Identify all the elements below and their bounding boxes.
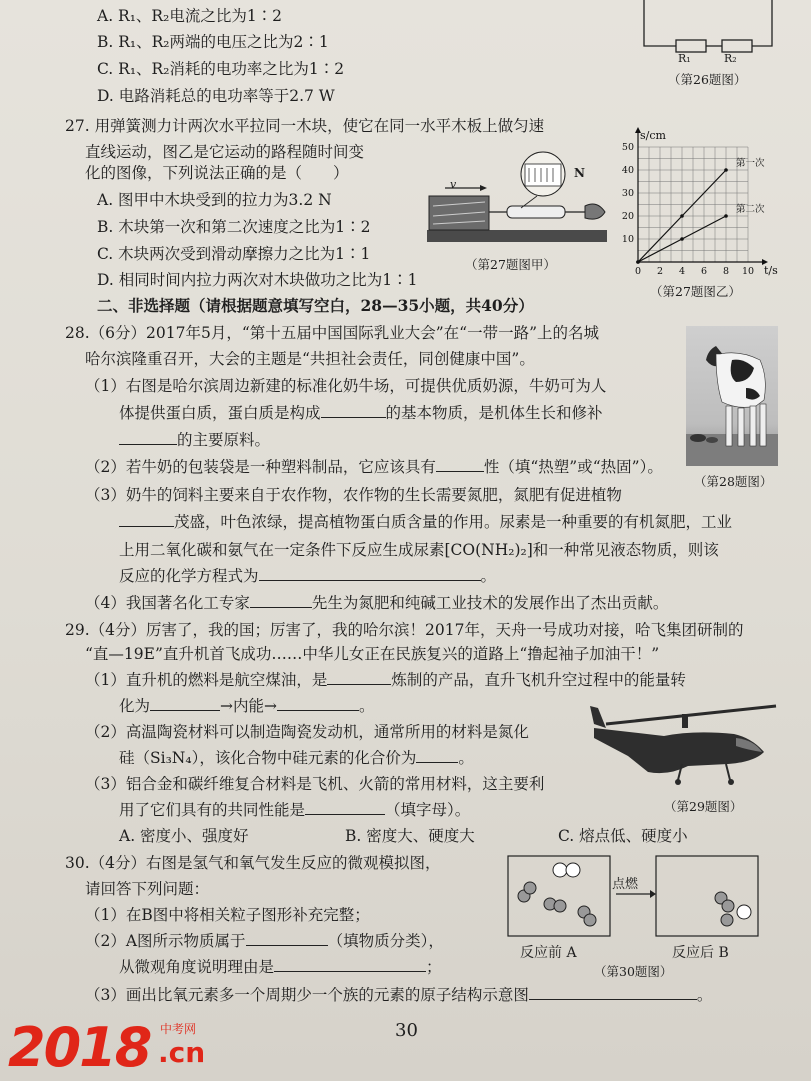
q27-stem-2: 直线运动，图乙是它运动的路程随时间变 xyxy=(85,143,365,161)
q28-part3-b xyxy=(119,512,732,532)
series-label-1: 第一次 xyxy=(736,158,765,169)
x-tick-label: 4 xyxy=(678,266,686,277)
q28-stem-1: 28.（6分）2017年5月，“第十五届中国国际乳业大会”在“一带一路”上的名城 xyxy=(65,324,600,342)
y-tick-label: 30 xyxy=(621,188,634,199)
y-tick-label: 40 xyxy=(621,165,634,176)
fig27b-caption: （第27题图乙） xyxy=(650,284,741,299)
q28-blank-5[interactable] xyxy=(259,566,481,581)
q26-option-a: A. R₁、R₂电流之比为1∶2 xyxy=(97,7,283,25)
fig30-caption: （第30题图） xyxy=(594,964,673,979)
series-point-2 xyxy=(636,260,640,264)
q30-part2-a-text2: （填物质分类）， xyxy=(327,932,444,950)
q28-stem-2: 哈尔滨隆重召开，大会的主题是“共担社会责任，同创健康中国”。 xyxy=(85,350,535,368)
q28-part1-b-text1: 体提供蛋白质，蛋白质是构成 xyxy=(119,404,321,422)
q29-part1-b-text3: 。 xyxy=(359,697,375,715)
series-point-1 xyxy=(680,214,684,218)
fig30-box-a-label: 反应前 A xyxy=(520,945,577,961)
q29-option-c: C. 熔点低、硬度小 xyxy=(558,827,688,845)
q30-part2-b-text1: 从微观角度说明理由是 xyxy=(119,958,275,976)
q28-part3-b-text: 茂盛，叶色浓绿，提高植物蛋白质含量的作用。尿素是一种重要的有机氮肥，工业 xyxy=(174,513,733,531)
q29-part3-b xyxy=(119,800,470,820)
q29-part1-b xyxy=(119,696,375,716)
q29-part1-a xyxy=(85,670,686,690)
q26-option-c: C. R₁、R₂消耗的电功率之比为1∶2 xyxy=(97,60,345,78)
x-tick-label: 10 xyxy=(741,266,755,277)
q28-blank-1[interactable] xyxy=(321,403,386,418)
q29-part1-a-text1: （1）直升机的燃料是航空煤油，是 xyxy=(85,671,328,689)
x-tick-label: 0 xyxy=(634,266,642,277)
fig30-box-b-label: 反应后 B xyxy=(672,945,729,961)
q28-blank-2[interactable] xyxy=(119,430,177,445)
q26-option-d: D. 电路消耗总的电功率等于2.7 W xyxy=(97,87,335,105)
q28-part2-text2: 性（填“热塑”或“热固”）。 xyxy=(483,458,663,476)
q29-option-a: A. 密度小、强度好 xyxy=(119,827,249,845)
fig28-cow-photo xyxy=(686,326,778,466)
section2-heading: 二、非选择题（请根据题意填写空白，28—35小题，共40分） xyxy=(97,296,534,315)
fig26-r1-label: R₁ xyxy=(678,52,691,65)
q28-blank-3[interactable] xyxy=(436,457,484,472)
q30-part2-b xyxy=(119,957,442,977)
q27-stem-1: 27. 用弹簧测力计两次水平拉同一木块，使它在同一水平木板上做匀速 xyxy=(65,117,545,135)
q30-part2-a xyxy=(85,931,444,951)
q28-part4-text1: （4）我国著名化工专家 xyxy=(85,594,250,612)
q29-blank-1[interactable] xyxy=(327,670,391,685)
fig29-caption: （第29题图） xyxy=(664,799,743,814)
fig27a-n-label: N xyxy=(574,166,585,180)
watermark-domain: .cn xyxy=(158,1036,206,1069)
q28-part4-text2: 先生为氮肥和纯碱工业技术的发展作出了杰出贡献。 xyxy=(311,594,669,612)
q28-part3-d-text1: 反应的化学方程式为 xyxy=(119,567,259,585)
x-tick-label: 2 xyxy=(656,266,664,277)
series-point-2 xyxy=(680,237,684,241)
q28-blank-6[interactable] xyxy=(250,593,312,608)
q30-stem-1: 30.（4分）右图是氢气和氧气发生反应的微观模拟图， xyxy=(65,854,441,872)
q28-part1-a: （1）右图是哈尔滨周边新建的标准化奶牛场，可提供优质奶源，牛奶可为人 xyxy=(85,377,607,395)
q29-blank-4[interactable] xyxy=(416,748,458,763)
q28-part3-a: （3）奶牛的饲料主要来自于农作物，农作物的生长需要氮肥，氮肥有促进植物 xyxy=(85,486,622,504)
q30-part2-a-text1: （2）A图所示物质属于 xyxy=(85,932,246,950)
q28-part2-text1: （2）若牛奶的包装袋是一种塑料制品，它应该具有 xyxy=(85,458,436,476)
q27-stem-3: 化的图像，下列说法正确的是（ ） xyxy=(85,164,349,182)
q30-part3-text1: （3）画出比氧元素多一个周期少一个族的元素的原子结构示意图 xyxy=(85,986,529,1004)
watermark-site-name: 中考网 xyxy=(160,1022,197,1036)
q27-option-c: C. 木块两次受到滑动摩擦力之比为1∶1 xyxy=(97,245,371,263)
page-number: 30 xyxy=(395,1020,418,1041)
watermark-logo xyxy=(8,1016,218,1079)
q30-blank-1[interactable] xyxy=(246,931,328,946)
q30-blank-2[interactable] xyxy=(274,957,426,972)
q30-part3-text2: 。 xyxy=(696,986,713,1004)
q27-option-d: D. 相同时间内拉力两次对木块做功之比为1∶1 xyxy=(97,271,418,289)
q29-part2-b-text2: 。 xyxy=(458,749,474,767)
q28-part4 xyxy=(85,593,668,613)
fig27b-st-chart xyxy=(612,120,787,288)
fig28-caption: （第28题图） xyxy=(694,474,773,489)
q29-part1-b-text1: 化为 xyxy=(119,697,151,715)
q29-part3-b-text1: 用了它们具有的共同性能是 xyxy=(119,801,306,819)
x-tick-label: 8 xyxy=(722,266,730,277)
fig30-reaction-diagram xyxy=(506,854,762,940)
q29-stem-1: 29.（4分）厉害了，我的国；厉害了，我的哈尔滨！2017年，天舟一号成功对接，哈飞集团研制的 xyxy=(65,621,744,639)
q28-part1-c-text: 的主要原料。 xyxy=(177,431,271,449)
q28-part3-d xyxy=(119,566,496,586)
q29-blank-3[interactable] xyxy=(277,696,359,711)
q26-option-b: B. R₁、R₂两端的电压之比为2∶1 xyxy=(97,33,329,51)
q28-part1-c xyxy=(119,430,270,450)
q29-part3-a: （3）铝合金和碳纤维复合材料是飞机、火箭的常用材料，这主要利 xyxy=(85,775,545,793)
q30-part1: （1）在B图中将相关粒子图形补充完整； xyxy=(85,906,370,924)
fig30-arrow-label: 点燃 xyxy=(612,877,639,892)
watermark-year: 2018 xyxy=(8,1016,151,1079)
q29-part2-b xyxy=(119,748,474,768)
series-label-2: 第二次 xyxy=(736,204,765,215)
q29-blank-5[interactable] xyxy=(305,800,385,815)
q28-part2 xyxy=(85,457,663,477)
fig26-circuit xyxy=(636,0,786,70)
q29-stem-2: “直—19E”直升机首飞成功……中华儿女正在民族复兴的道路上“撸起袖子加油干！” xyxy=(85,645,660,663)
q27-option-b: B. 木块第一次和第二次速度之比为1∶2 xyxy=(97,218,371,236)
q29-part3-b-text2: （填字母）。 xyxy=(385,801,471,819)
q27-option-a: A. 图甲中木块受到的拉力为3.2 N xyxy=(97,191,332,209)
q30-stem-2: 请回答下列问题： xyxy=(85,880,210,898)
series-point-1 xyxy=(724,168,728,172)
series-point-2 xyxy=(724,214,728,218)
q28-part3-d-text2: 。 xyxy=(480,567,497,585)
q29-blank-2[interactable] xyxy=(150,696,220,711)
q29-part1-b-text2: →内能→ xyxy=(220,697,277,715)
y-axis-label: s/cm xyxy=(640,129,666,142)
fig29-helicopter-image xyxy=(586,694,782,796)
x-axis-label: t/s xyxy=(764,264,778,277)
fig27a-apparatus xyxy=(425,150,610,246)
y-tick-label: 10 xyxy=(621,234,634,245)
q30-part3 xyxy=(85,985,712,1005)
q28-part1-b-text2: 的基本物质，是机体生长和修补 xyxy=(385,404,603,422)
q29-part2-b-text1: 硅（Si₃N₄），该化合物中硅元素的化合价为 xyxy=(119,749,417,767)
q28-part1-b xyxy=(119,403,603,423)
fig27a-v-label: v xyxy=(450,178,457,191)
q30-part2-b-text2: ； xyxy=(426,958,442,976)
fig26-r2-label: R₂ xyxy=(724,52,737,65)
fig27a-caption: （第27题图甲） xyxy=(465,257,556,272)
y-tick-label: 50 xyxy=(621,142,634,153)
y-tick-label: 20 xyxy=(621,211,634,222)
fig30-box-b xyxy=(656,856,758,936)
x-tick-label: 6 xyxy=(700,266,708,277)
q29-option-b: B. 密度大、硬度大 xyxy=(345,827,475,845)
q29-part1-a-text2: 炼制的产品，直升飞机升空过程中的能量转 xyxy=(391,671,686,689)
fig26-caption: （第26题图） xyxy=(668,72,747,87)
q28-blank-4[interactable] xyxy=(119,512,174,527)
q28-part3-c: 上用二氧化碳和氨气在一定条件下反应生成尿素[CO(NH₂)₂]和一种常见液态物质，则该 xyxy=(119,541,719,559)
q30-blank-3[interactable] xyxy=(529,985,697,1000)
q29-part2-a: （2）高温陶瓷材料可以制造陶瓷发动机，通常所用的材料是氮化 xyxy=(85,723,529,741)
